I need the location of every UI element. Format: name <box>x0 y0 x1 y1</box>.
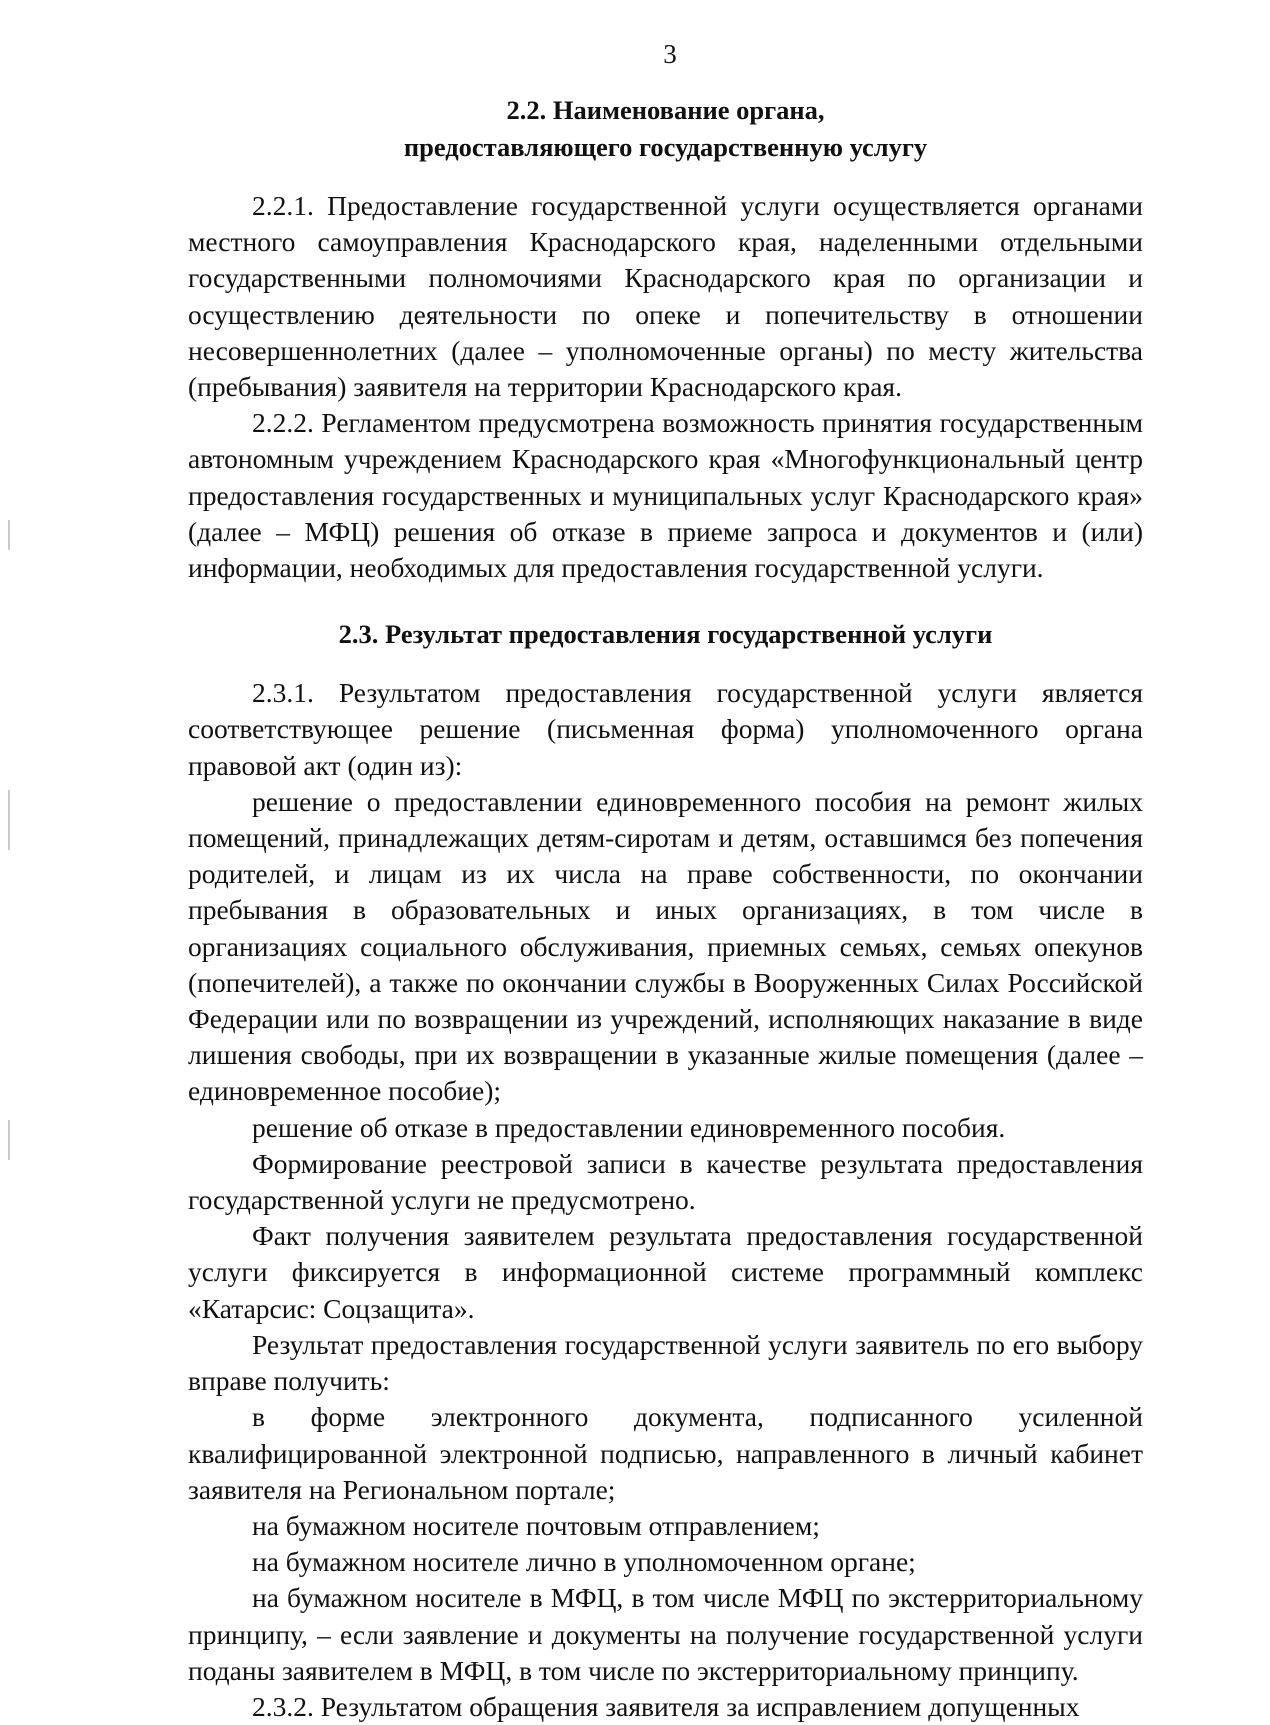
list-item-electronic: в форме электронного документа, подписанного усиленной квалифицированной электронной подписью, направленного в личный кабинет заявителя на Региональном портале; <box>188 1401 1143 1505</box>
section-2-3-heading: 2.3. Результат предоставления государственной услуги <box>338 619 993 650</box>
paragraph-2-2-1: 2.2.1. Предоставление государственной услуги осуществляется органами местного самоуправления Краснодарского края, наделенными отдельными государственными полномочиями Краснодарского края по организации и осуществлению деятельности по опеке и попечительству в отношении несовершеннолетних (далее – уполномоченные органы) по месту жительства (пребывания) заявителя на территории Краснодарского края. <box>188 190 1143 403</box>
scan-artifact <box>8 1120 10 1160</box>
section-2-2-heading-line-1: 2.2. Наименование органа, <box>506 95 825 125</box>
paragraph-2-3-2: 2.3.2. Результатом обращения заявителя за исправлением допущенных <box>252 1690 1080 1722</box>
list-item-postal: на бумажном носителе почтовым отправлением; <box>252 1509 820 1541</box>
paragraph-result-recording: Факт получения заявителем результата предоставления государственной услуги фиксируется в информационной системе программный комплекс «Катарсис: Соцзащита». <box>188 1220 1143 1324</box>
list-item-in-person: на бумажном носителе лично в уполномоченном органе; <box>252 1546 916 1578</box>
paragraph-registry-record: Формирование реестровой записи в качестве результата предоставления государственной услуги не предусмотрено. <box>188 1147 1143 1216</box>
section-2-3 <box>188 616 1143 1725</box>
paragraph-result-options: Результат предоставления государственной услуги заявитель по его выбору вправе получить: <box>188 1328 1143 1397</box>
paragraph-2-3-1: 2.3.1. Результатом предоставления государственной услуги является соответствующее решение (письменная форма) уполномоченного органа правовой акт (один из): <box>188 677 1143 781</box>
list-item-decision-grant: решение о предоставлении единовременного пособия на ремонт жилых помещений, принадлежащих детям-сиротам и детям, оставшимся без попечения родителей, и лицам из их числа на праве собственности, по окончании пребывания в образовательных и иных организациях, в том числе в организациях социального обслуживания, приемных семьях, семьях опекунов (попечителей), а также по окончании службы в Вооруженных Силах Российской Федерации или по возвращении из учреждений, исполняющих наказание в виде лишения свободы, при их возвращении в указанные жилые помещения (далее – единовременное пособие); <box>188 785 1143 1107</box>
scan-artifact <box>8 520 10 550</box>
section-2-2 <box>188 92 1143 586</box>
list-item-mfc: на бумажном носителе в МФЦ, в том числе МФЦ по экстерриториальному принципу, – если заявление и документы на получение государственной услуги поданы заявителем в МФЦ, в том числе по экстерриториальному принципу. <box>188 1582 1143 1686</box>
page-number: 3 <box>663 39 677 69</box>
section-2-2-heading-line-2: предоставляющего государственную услугу <box>403 132 928 162</box>
scan-artifact <box>8 790 10 850</box>
list-item-decision-refusal: решение об отказе в предоставлении единовременного пособия. <box>252 1111 1006 1143</box>
paragraph-2-2-2: 2.2.2. Регламентом предусмотрена возможность принятия государственным автономным учреждением Краснодарского края «Многофункциональный центр предоставления государственных и муниципальных услуг Краснодарского края» (далее – МФЦ) решения об отказе в приеме запроса и документов и (или) информации, необходимых для предоставления государственной услуги. <box>188 407 1143 584</box>
document-body <box>188 92 1143 1725</box>
